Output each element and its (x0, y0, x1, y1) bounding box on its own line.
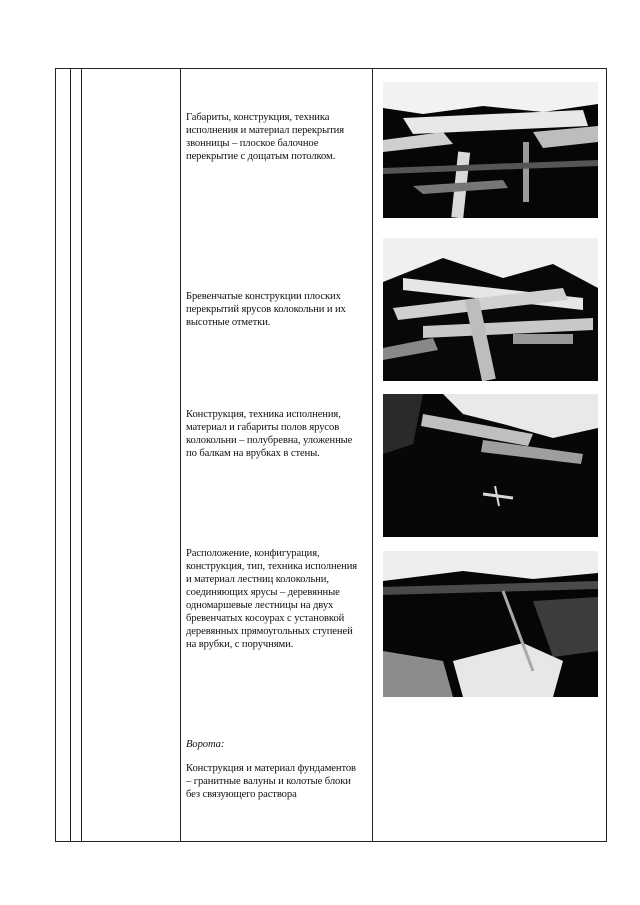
gate-foundation-description: Конструкция и материал фундаментов – гранитные валуны и колотые блоки без связующего раствора (186, 763, 356, 800)
column-divider (372, 69, 373, 841)
floor-half-logs-photo (383, 394, 598, 537)
column-divider (81, 69, 82, 841)
row-3-description: Конструкция, техника исполнения, материал и габариты полов ярусов колокольни – полубревна, уложенные по балкам на врубках в стены. (186, 409, 353, 459)
row-1-description: Габариты, конструкция, техника исполнения и материал перекрытия звонницы – плоское балочное перекрытие с дощатым потолком. (186, 112, 345, 162)
stairs-photo (383, 551, 598, 697)
row-4-description: Расположение, конфигурация, конструкция, тип, техника исполнения и материал лестниц колокольни, соединяющих ярусы – деревянные одномаршевые лестницы на двух бревенчатых косоурах с установкой деревянных прямоугольных ступеней на врубки, с поручнями. (186, 548, 358, 650)
row-2-description: Бревенчатые конструкции плоских перекрытий ярусов колокольни и их высотные отметки. (186, 291, 346, 328)
column-divider (70, 69, 71, 841)
gate-heading: Ворота: (186, 739, 225, 750)
log-floor-structure-photo (383, 238, 598, 381)
column-divider (180, 69, 181, 841)
belfry-ceiling-photo (383, 82, 598, 218)
